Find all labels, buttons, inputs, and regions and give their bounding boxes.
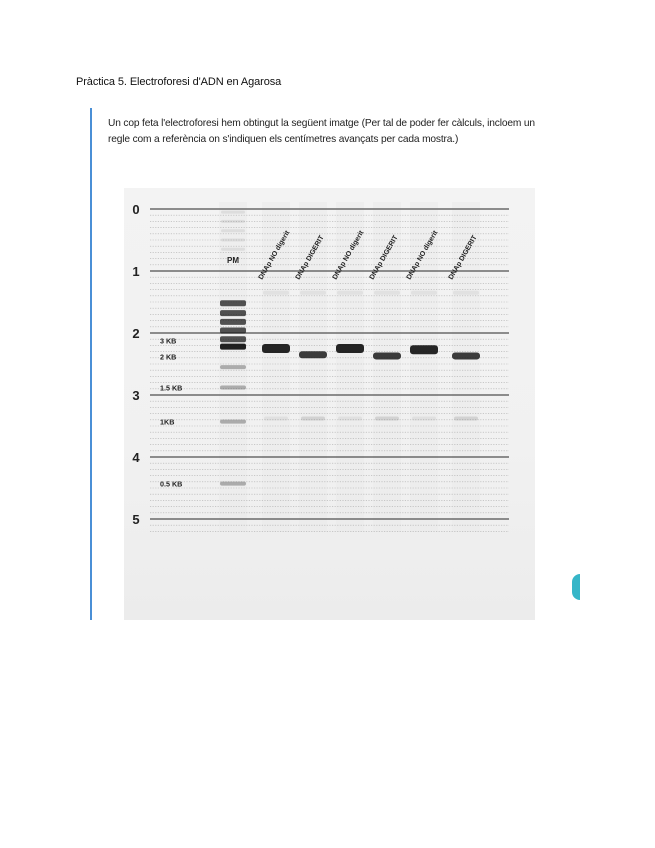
marker-lane-label: PM (227, 256, 239, 265)
sample-faint-band (454, 417, 478, 421)
ruler-tick-label: 5 (132, 512, 140, 527)
marker-band (220, 328, 246, 334)
sample-band (373, 352, 401, 359)
sample-band (452, 352, 480, 359)
sample-band (336, 344, 364, 353)
marker-band (220, 310, 246, 316)
marker-faint-band (221, 229, 245, 232)
marker-faint-band (221, 220, 245, 223)
marker-faint-band (221, 248, 245, 251)
page-title: Pràctica 5. Electroforesi d'ADN en Agarosa (76, 76, 282, 88)
sample-faint-band (264, 417, 288, 421)
marker-size-label: 0.5 KB (160, 479, 183, 489)
sample-faint-band (411, 291, 437, 295)
marker-band (220, 336, 246, 342)
sample-faint-band (300, 291, 326, 295)
lane-label: DNAp NO digerit (331, 229, 366, 281)
marker-band (220, 300, 246, 306)
marker-faint-band (221, 211, 245, 214)
sample-band (299, 351, 327, 358)
gel-svg (124, 188, 535, 620)
marker-faint-band (221, 239, 245, 242)
gel-electrophoresis-image (124, 188, 535, 620)
sample-faint-band (263, 291, 289, 295)
marker-band (220, 482, 246, 486)
marker-band (220, 319, 246, 325)
quote-bar (90, 108, 92, 620)
marker-size-label: 1KB (160, 417, 175, 427)
sample-faint-band (412, 417, 436, 421)
sample-faint-band (453, 291, 479, 295)
sample-faint-band (375, 417, 399, 421)
lane-label: DNAp DIGERIT (294, 234, 326, 281)
sample-faint-band (301, 417, 325, 421)
sample-band (410, 345, 438, 354)
lane-label: DNAp NO digerit (257, 229, 292, 281)
sample-faint-band (338, 417, 362, 421)
marker-band (220, 365, 246, 369)
lane-label: DNAp DIGERIT (447, 234, 479, 281)
ruler-tick-label: 0 (132, 202, 140, 217)
marker-size-label: 3 KB (160, 336, 177, 346)
ruler-tick-label: 1 (132, 264, 140, 279)
side-tab[interactable] (572, 574, 580, 600)
sample-faint-band (374, 291, 400, 295)
ruler-tick-label: 4 (132, 450, 140, 465)
sample-faint-band (337, 291, 363, 295)
sample-band (262, 344, 290, 353)
lane-label: DNAp NO digerit (405, 229, 440, 281)
marker-band (220, 386, 246, 390)
ruler-tick-label: 3 (132, 388, 140, 403)
marker-size-label: 2 KB (160, 352, 177, 362)
lane-label: DNAp DIGERIT (368, 234, 400, 281)
intro-paragraph: Un cop feta l'electroforesi hem obtingut la següent imatge (Per tal de poder fer càlculs, incloem un regle com a referència on s'indiquen els centímetres avançats per cada mostra.) (108, 118, 535, 145)
ruler-tick-label: 2 (132, 326, 140, 341)
marker-band (220, 420, 246, 424)
marker-band (220, 344, 246, 350)
marker-size-label: 1.5 KB (160, 383, 183, 393)
